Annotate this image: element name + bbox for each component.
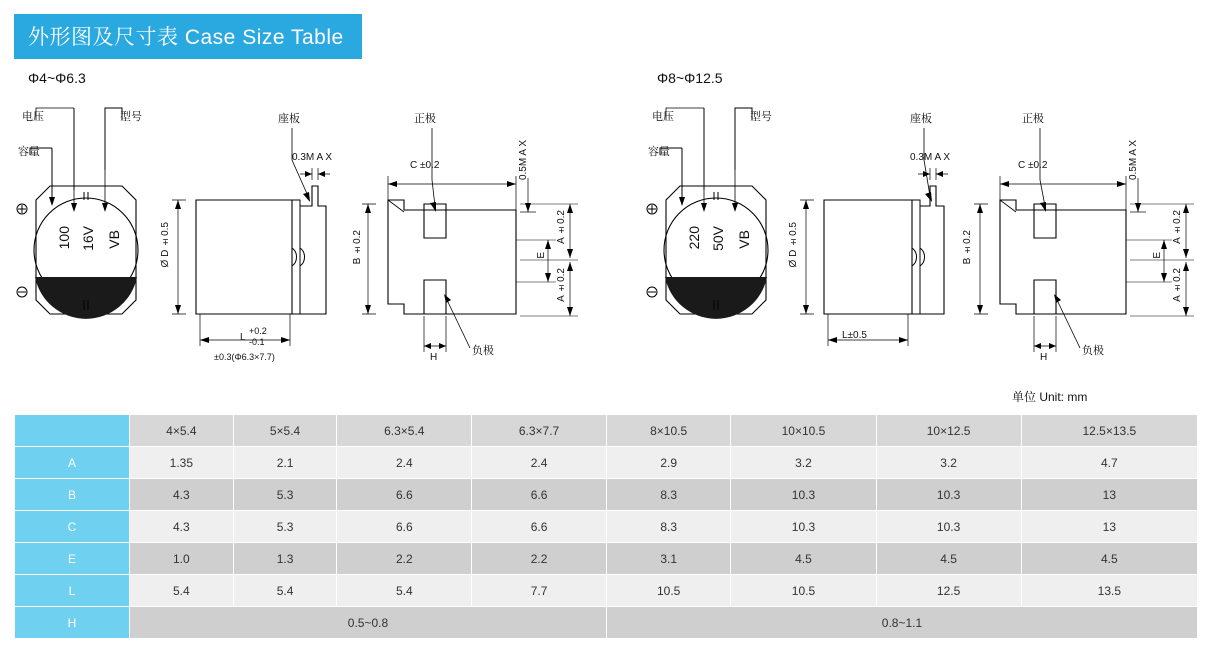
table-corner-cell [15, 415, 130, 447]
case-size-table [14, 414, 1198, 639]
table-col-header: 8×10.5 [606, 415, 730, 447]
table-cell: 13 [1021, 479, 1197, 511]
table-col-header: 12.5×13.5 [1021, 415, 1197, 447]
dim-h-right: H [1040, 352, 1048, 363]
table-cell: 10.3 [731, 479, 876, 511]
callout-cathode-right: 负极 [1082, 345, 1104, 357]
table-cell: 5.3 [233, 479, 337, 511]
dim-h-left: H [430, 352, 438, 363]
can-series-left: VB [106, 230, 122, 249]
table-col-header: 6.3×7.7 [472, 415, 607, 447]
can-capacitance-left: 100 [56, 226, 72, 250]
dim-e-right: E [1152, 252, 1163, 259]
table-cell: 8.3 [606, 511, 730, 543]
table-row [15, 511, 1198, 543]
dim-diameter-left: Ø D ±0.5 [160, 222, 171, 268]
table-cell: 2.1 [233, 447, 337, 479]
dim-lead-length-right: L±0.5 [842, 330, 867, 341]
dim-a-upper-right: A ±0.2 [1172, 210, 1183, 244]
table-row [15, 447, 1198, 479]
table-col-header: 5×5.4 [233, 415, 337, 447]
dim-lead-length-left: L [240, 332, 246, 343]
table-cell: 2.4 [337, 447, 472, 479]
dim-plate-thickness-right: 0.3M A X [910, 152, 951, 163]
table-header-row [15, 415, 1198, 447]
callout-capacitance-left: 容量 [18, 146, 40, 158]
table-row-label: C [15, 511, 130, 543]
table-cell: 4.5 [731, 543, 876, 575]
table-cell: 4.7 [1021, 447, 1197, 479]
table-cell: 3.2 [876, 447, 1021, 479]
dim-top-max-left: 0.5M A X [518, 140, 529, 181]
dim-a-upper-left: A ±0.2 [556, 210, 567, 244]
dim-b-left: B ±0.2 [352, 230, 363, 265]
table-row [15, 543, 1198, 575]
table-cell: 6.6 [337, 511, 472, 543]
dim-a-lower-left: A ±0.2 [556, 268, 567, 302]
callout-type-left: 型号 [120, 111, 142, 123]
callout-anode-left: 正极 [414, 113, 436, 125]
can-voltage-left: 16V [80, 226, 96, 251]
callout-base-plate-left: 座板 [278, 113, 300, 125]
table-row-label: L [15, 575, 130, 607]
table-cell: 1.35 [130, 447, 234, 479]
dim-c-left: C ±0.2 [410, 160, 440, 171]
table-cell: 10.5 [731, 575, 876, 607]
table-cell: 6.6 [337, 479, 472, 511]
table-row-label: H [15, 607, 130, 639]
table-col-header: 10×12.5 [876, 415, 1021, 447]
dim-lead-note-left: ±0.3(Φ6.3×7.7) [214, 352, 275, 362]
table-cell: 13.5 [1021, 575, 1197, 607]
dim-diameter-right: Ø D ±0.5 [788, 222, 799, 268]
callout-cathode-left: 负极 [472, 345, 494, 357]
table-row-label: B [15, 479, 130, 511]
callout-type-right: 型号 [750, 111, 772, 123]
table-cell: 2.2 [337, 543, 472, 575]
table-row [15, 575, 1198, 607]
unit-note: 单位 Unit: mm [1012, 390, 1088, 404]
table-cell: 3.1 [606, 543, 730, 575]
dim-plate-thickness-left: 0.3M A X [292, 152, 333, 163]
table-row [15, 607, 1198, 639]
table-cell: 2.2 [472, 543, 607, 575]
dim-c-right: C ±0.2 [1018, 160, 1048, 171]
page-title: 外形图及尺寸表 Case Size Table [14, 14, 362, 59]
table-col-header: 10×10.5 [731, 415, 876, 447]
table-cell: 10.3 [876, 511, 1021, 543]
callout-base-plate-right: 座板 [910, 113, 932, 125]
callout-anode-right: 正极 [1022, 113, 1044, 125]
dim-b-right: B ±0.2 [962, 230, 973, 265]
table-cell: 4.5 [1021, 543, 1197, 575]
dim-a-lower-right: A ±0.2 [1172, 268, 1183, 302]
can-series-right: VB [736, 230, 752, 249]
group-label-right: Φ8~Φ12.5 [657, 70, 723, 86]
table-cell: 12.5 [876, 575, 1021, 607]
table-cell: 10.3 [876, 479, 1021, 511]
table-cell: 5.3 [233, 511, 337, 543]
table-cell: 2.9 [606, 447, 730, 479]
table-cell: 10.3 [731, 511, 876, 543]
callout-voltage-right: 电压 [652, 111, 674, 123]
table-cell: 1.0 [130, 543, 234, 575]
table-cell: 1.3 [233, 543, 337, 575]
table-cell: 8.3 [606, 479, 730, 511]
table-cell: 5.4 [337, 575, 472, 607]
dim-lead-tol-sup-left: +0.2 [249, 326, 267, 336]
table-cell: 6.6 [472, 479, 607, 511]
table-col-header: 6.3×5.4 [337, 415, 472, 447]
table-cell: 4.3 [130, 511, 234, 543]
callout-voltage-left: 电压 [22, 111, 44, 123]
table-cell-merged-left: 0.5~0.8 [130, 607, 607, 639]
table-cell: 4.3 [130, 479, 234, 511]
table-cell: 2.4 [472, 447, 607, 479]
table-cell: 3.2 [731, 447, 876, 479]
table-cell-merged-right: 0.8~1.1 [606, 607, 1197, 639]
callout-capacitance-right: 容量 [648, 146, 670, 158]
table-cell: 13 [1021, 511, 1197, 543]
table-row-label: E [15, 543, 130, 575]
table-cell: 4.5 [876, 543, 1021, 575]
can-capacitance-right: 220 [686, 226, 702, 250]
group-label-left: Φ4~Φ6.3 [28, 70, 86, 86]
table-cell: 5.4 [130, 575, 234, 607]
can-voltage-right: 50V [710, 226, 726, 251]
dim-e-left: E [536, 252, 547, 259]
table-cell: 5.4 [233, 575, 337, 607]
dim-lead-tol-sub-left: -0.1 [249, 337, 265, 347]
table-cell: 10.5 [606, 575, 730, 607]
dim-top-max-right: 0.5M A X [1128, 140, 1139, 181]
table-col-header: 4×5.4 [130, 415, 234, 447]
table-cell: 7.7 [472, 575, 607, 607]
table-row-label: A [15, 447, 130, 479]
table-row [15, 479, 1198, 511]
table-cell: 6.6 [472, 511, 607, 543]
